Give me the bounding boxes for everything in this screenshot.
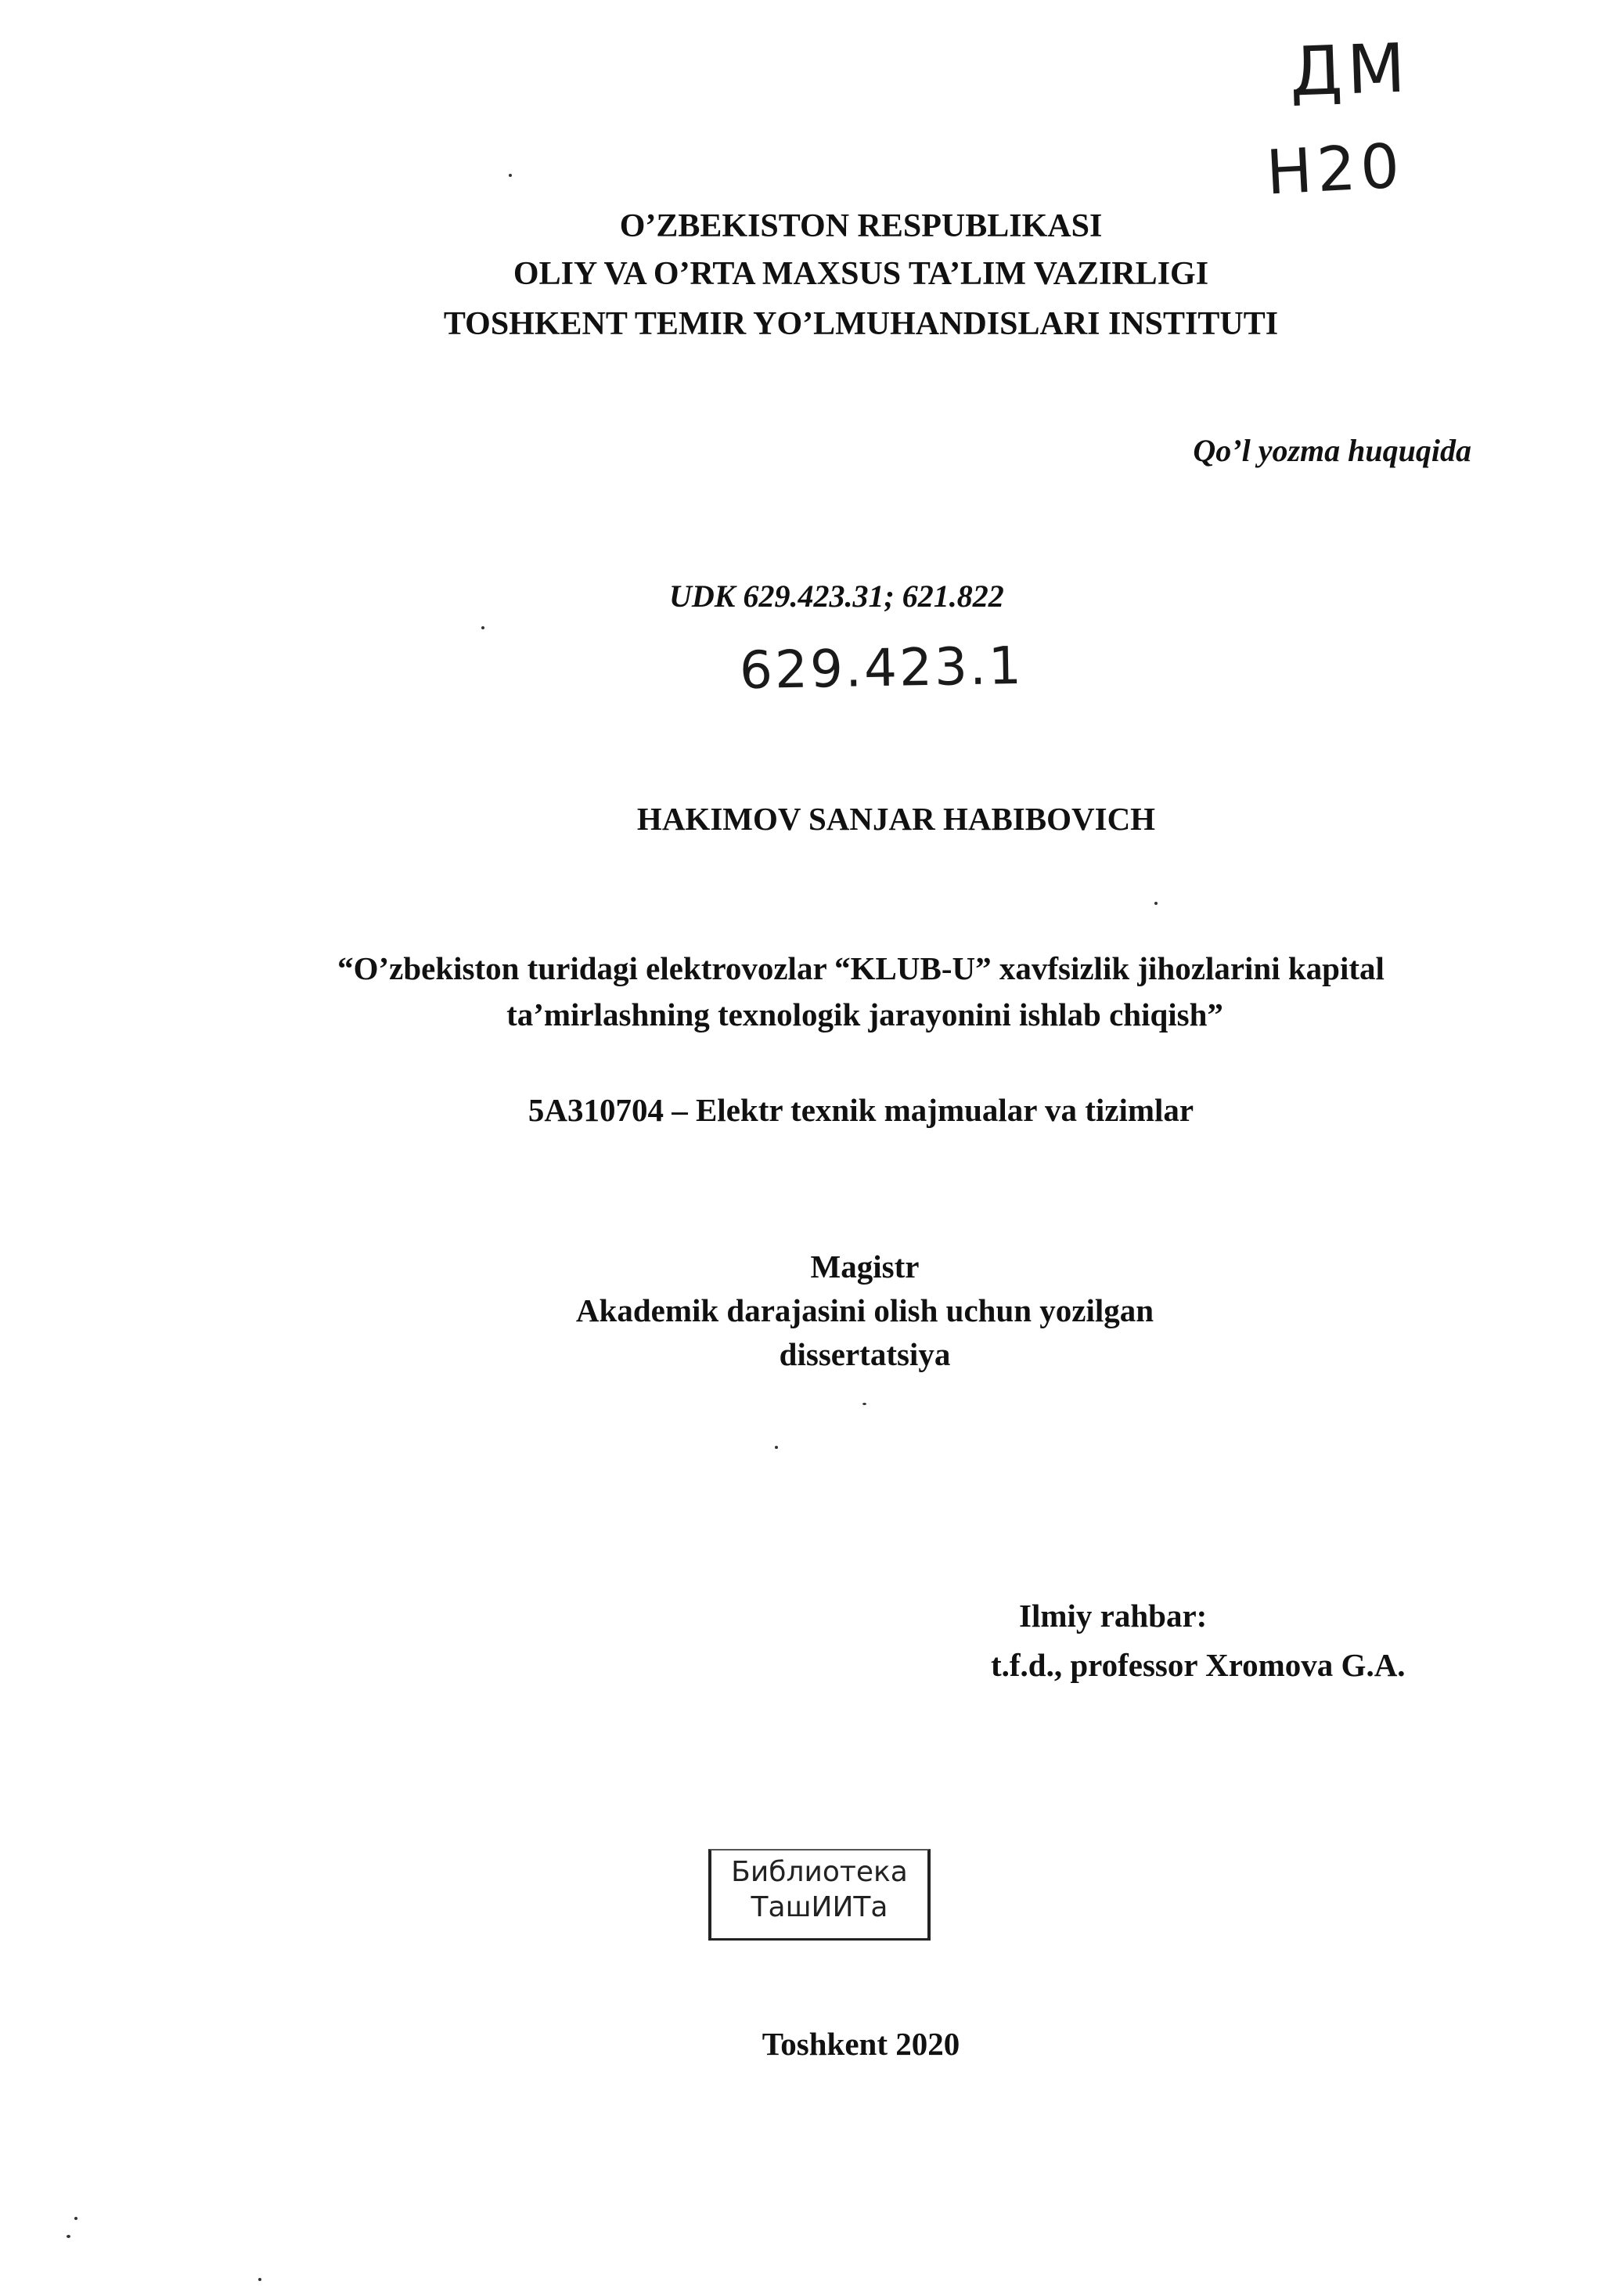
scan-speck <box>509 174 512 177</box>
header-institute: TOSHKENT TEMIR YO’LMUHANDISLARI INSTITUTI <box>443 306 1279 342</box>
handwritten-code-top: ДМ <box>1288 29 1412 112</box>
stamp-line-2: ТашИИТа <box>751 1891 888 1923</box>
scan-speck <box>258 2278 261 2281</box>
scan-speck <box>862 1403 866 1405</box>
author-name: HAKIMOV SANJAR HABIBOVICH <box>636 801 1156 837</box>
header-ministry: OLIY VA O’RTA MAXSUS TA’LIM VAZIRLIGI <box>513 256 1209 292</box>
specialty-code: 5A310704 – Elektr texnik majmualar va tizimlar <box>528 1092 1194 1128</box>
scan-speck <box>1154 902 1158 905</box>
thesis-title-line-2: ta’mirlashning texnologik jarayonini ishlab chiqish” <box>506 996 1223 1032</box>
udk-code: UDK 629.423.31; 621.822 <box>669 578 1004 614</box>
scan-speck <box>775 1446 778 1449</box>
library-stamp <box>708 1849 931 1941</box>
degree-line-2: Akademik darajasini olish uchun yozilgan <box>575 1292 1154 1328</box>
degree-line-1: Magistr <box>810 1249 920 1285</box>
scan-speck <box>67 2235 70 2238</box>
degree-line-3: dissertatsiya <box>779 1336 951 1372</box>
thesis-title-line-1: “O’zbekiston turidagi elektrovozlar “KLUB-U” xavfsizlik jihozlarini kapital <box>337 950 1385 986</box>
advisor-label: Ilmiy rahbar: <box>1019 1598 1208 1634</box>
scan-speck <box>481 626 484 629</box>
handwritten-code-bottom: Н20 <box>1264 131 1406 209</box>
scan-speck <box>74 2217 77 2220</box>
header-republic: O’ZBEKISTON RESPUBLIKASI <box>619 208 1103 244</box>
advisor-name: t.f.d., professor Xromova G.A. <box>991 1647 1406 1683</box>
stamp-line-1: Библиотека <box>731 1856 908 1888</box>
rights-note: Qo’l yozma huquqida <box>1193 433 1471 468</box>
city-year: Toshkent 2020 <box>762 2026 960 2062</box>
handwritten-udk-note: 629.423.1 <box>739 635 1024 701</box>
